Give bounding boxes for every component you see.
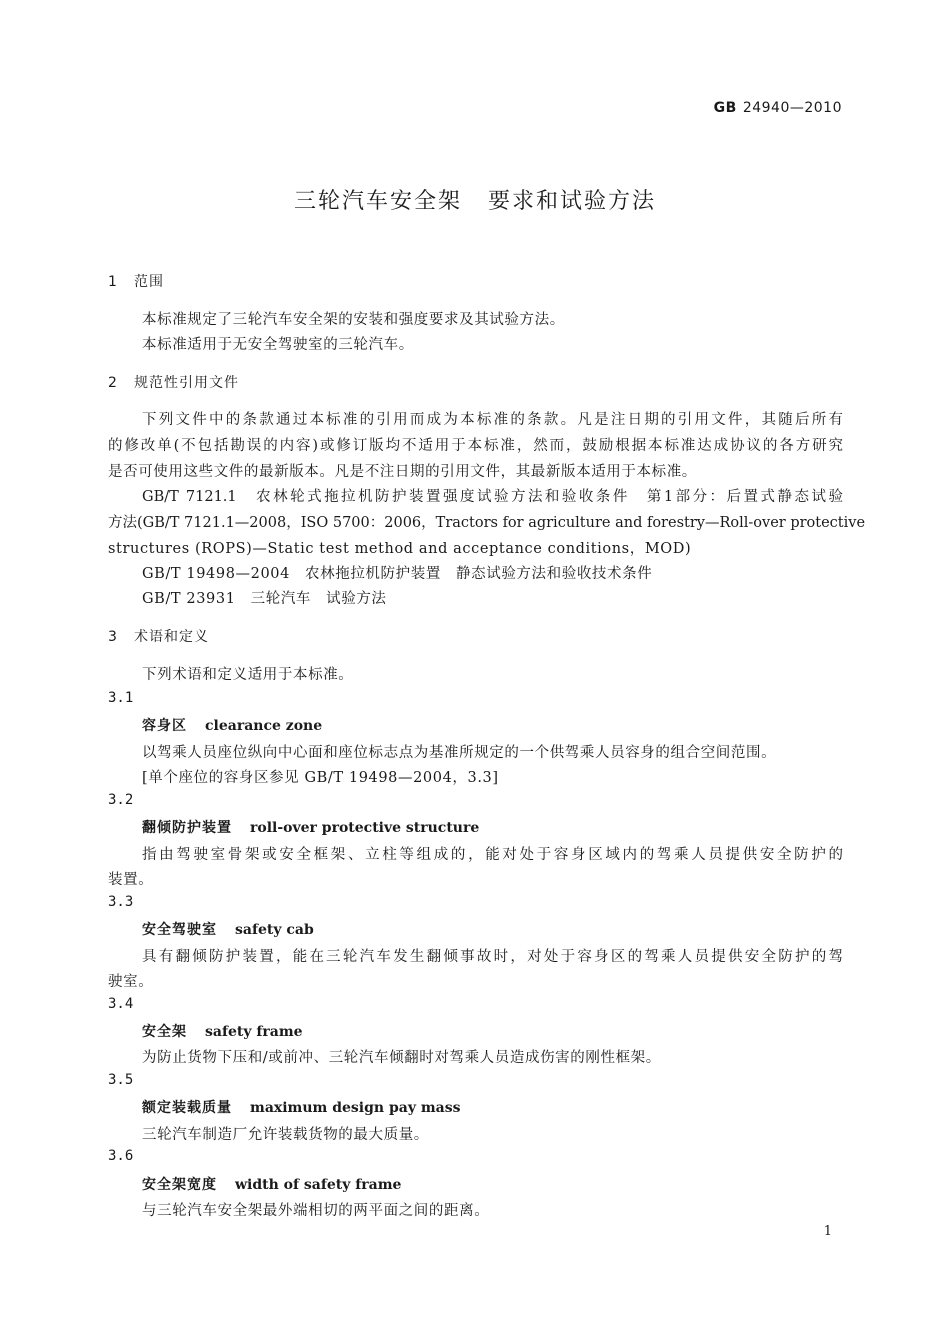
term-definition: 驶室。 (108, 974, 154, 990)
term-definition: 为防止货物下压和/或前冲、三轮汽车倾翻时对驾乘人员造成伤害的刚性框架。 (142, 1050, 661, 1066)
title-part-2: 要求和试验方法 (488, 189, 657, 214)
term-english: clearance zone (205, 718, 323, 734)
document-title (0, 184, 950, 215)
page-number: 1 (823, 1224, 832, 1239)
term-english: safety frame (205, 1024, 303, 1040)
term-heading (142, 1174, 401, 1194)
section-1-heading (108, 271, 164, 291)
term-heading (142, 817, 479, 837)
term-chinese: 安全架 (142, 1024, 187, 1040)
term-english: width of safety frame (235, 1177, 402, 1193)
standard-code-prefix: GB (713, 100, 737, 116)
section-3-heading (108, 626, 209, 646)
paragraph: 下列术语和定义适用于本标准。 (142, 667, 354, 683)
term-chinese: 安全驾驶室 (142, 922, 217, 938)
section-title: 范围 (134, 274, 164, 290)
section-title: 规范性引用文件 (134, 375, 239, 391)
title-part-1: 三轮汽车安全架 (293, 189, 462, 214)
term-english: maximum design pay mass (250, 1100, 461, 1116)
reference-line: structures (ROPS)—Static test method and acceptance conditions，MOD) (108, 541, 692, 557)
paragraph-line: 是否可使用这些文件的最新版本。凡是不注日期的引用文件，其最新版本适用于本标准。 (108, 464, 697, 480)
term-heading (142, 919, 314, 939)
term-definition: 装置。 (108, 872, 154, 888)
term-number: 3.1 (108, 690, 134, 706)
paragraph: 本标准规定了三轮汽车安全架的安装和强度要求及其试验方法。 (142, 312, 565, 328)
reference-line: GB/T 23931 三轮汽车 试验方法 (142, 591, 387, 607)
term-heading (142, 1021, 303, 1041)
term-chinese: 额定装载质量 (142, 1100, 232, 1116)
term-heading (142, 715, 322, 735)
reference-line: GB/T 19498—2004 农林拖拉机防护装置 静态试验方法和验收技术条件 (142, 566, 653, 582)
term-english: roll-over protective structure (250, 820, 480, 836)
paragraph-line: 的修改单(不包括勘误的内容)或修订版均不适用于本标准，然而，鼓励根据本标准达成协议的各方研究 (108, 438, 843, 454)
term-definition: 具有翻倾防护装置，能在三轮汽车发生翻倾事故时，对处于容身区的驾乘人员提供安全防护的驾 (142, 949, 843, 965)
term-definition: 与三轮汽车安全架最外端相切的两平面之间的距离。 (142, 1203, 490, 1219)
term-number: 3.3 (108, 894, 134, 910)
term-note: [单个座位的容身区参见 GB/T 19498—2004，3.3] (142, 770, 499, 786)
term-number: 3.6 (108, 1148, 134, 1164)
term-definition: 三轮汽车制造厂允许装载货物的最大质量。 (142, 1127, 429, 1143)
paragraph-line: 下列文件中的条款通过本标准的引用而成为本标准的条款。凡是注日期的引用文件，其随后所有 (142, 412, 843, 428)
section-title: 术语和定义 (134, 629, 209, 645)
reference-line: 方法(GB/T 7121.1—2008，ISO 5700：2006，Tractors for agriculture and forestry—Roll-over protective (108, 515, 866, 531)
term-number: 3.2 (108, 792, 134, 808)
term-chinese: 翻倾防护装置 (142, 820, 232, 836)
term-heading (142, 1097, 461, 1117)
term-definition: 以驾乘人员座位纵向中心面和座位标志点为基准所规定的一个供驾乘人员容身的组合空间范围。 (142, 745, 777, 761)
term-number: 3.4 (108, 996, 134, 1012)
term-english: safety cab (235, 922, 314, 938)
standard-code (714, 100, 842, 116)
term-chinese: 安全架宽度 (142, 1177, 217, 1193)
reference-line: GB/T 7121.1 农林轮式拖拉机防护装置强度试验方法和验收条件 第1部分：后置式静态试验 (142, 489, 843, 505)
term-number: 3.5 (108, 1072, 134, 1088)
term-chinese: 容身区 (142, 718, 187, 734)
section-number: 2 (108, 375, 118, 391)
term-definition: 指由驾驶室骨架或安全框架、立柱等组成的，能对处于容身区域内的驾乘人员提供安全防护的 (142, 847, 843, 863)
section-number: 1 (108, 274, 118, 290)
paragraph: 本标准适用于无安全驾驶室的三轮汽车。 (142, 337, 414, 353)
section-2-heading (108, 372, 239, 392)
standard-code-number: 24940—2010 (742, 100, 842, 116)
section-number: 3 (108, 629, 118, 645)
